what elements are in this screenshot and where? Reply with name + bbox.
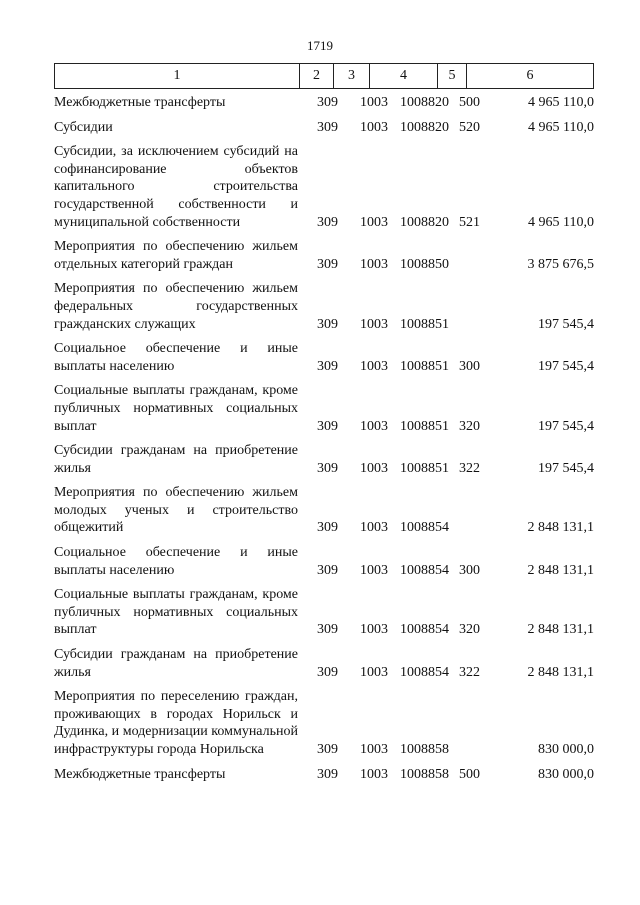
row-col2: 309: [317, 562, 338, 578]
row-name: Социальное обеспечение и иные выплаты населению: [54, 545, 298, 578]
row-col5: 320: [459, 418, 480, 434]
row-col3: 1003: [360, 460, 388, 476]
row-col4: 1008820: [400, 214, 449, 230]
row-col2: 309: [317, 358, 338, 374]
row-name: Мероприятия по обеспечению жильем молодых ученых и строительство общежитий: [54, 485, 298, 536]
table-row: [54, 586, 594, 639]
row-col3: 1003: [360, 766, 388, 782]
table-row: [54, 688, 594, 758]
row-col5: 322: [459, 664, 480, 680]
header-cell-1: 1: [55, 64, 300, 89]
row-col5: 520: [459, 119, 480, 135]
table-row: [54, 119, 594, 137]
row-col4: 1008858: [400, 766, 449, 782]
page-number: 1719: [307, 38, 333, 53]
row-col3: 1003: [360, 562, 388, 578]
row-col4: 1008850: [400, 256, 449, 272]
row-col4: 1008854: [400, 520, 449, 536]
header-cell-5: 5: [438, 64, 467, 89]
row-col6: 2 848 131,1: [527, 562, 594, 578]
row-name: Мероприятия по обеспечению жильем федеральных государственных гражданских служащих: [54, 281, 298, 332]
row-col5: 500: [459, 95, 480, 110]
table-row: [54, 94, 594, 112]
row-col3: 1003: [360, 742, 388, 757]
row-col3: 1003: [360, 664, 388, 680]
row-col6: 2 848 131,1: [527, 622, 594, 638]
row-col2: 309: [317, 766, 338, 782]
header-cell-4: 4: [370, 64, 438, 89]
row-col4: 1008854: [400, 664, 449, 680]
row-col3: 1003: [360, 256, 388, 272]
row-col5: 322: [459, 460, 480, 476]
row-col3: 1003: [360, 95, 388, 110]
row-name: Социальные выплаты гражданам, кроме публичных нормативных социальных выплат: [54, 383, 298, 434]
table-row: [54, 280, 594, 333]
row-name: Мероприятия по обеспечению жильем отдельных категорий граждан: [54, 239, 298, 272]
row-col2: 309: [317, 256, 338, 272]
row-col2: 309: [317, 622, 338, 638]
row-col4: 1008820: [400, 119, 449, 135]
row-col5: 500: [459, 766, 480, 782]
row-col2: 309: [317, 460, 338, 476]
row-col6: 197 545,4: [538, 460, 594, 476]
row-col3: 1003: [360, 520, 388, 536]
row-col2: 309: [317, 742, 338, 757]
row-col2: 309: [317, 119, 338, 135]
row-col5: 521: [459, 214, 480, 230]
row-col6: 197 545,4: [538, 418, 594, 434]
row-col6: 830 000,0: [538, 742, 594, 757]
row-col4: 1008854: [400, 622, 449, 638]
row-col2: 309: [317, 520, 338, 536]
table-row: [54, 382, 594, 435]
table-body: [54, 94, 594, 790]
table-row: [54, 442, 594, 477]
row-col2: 309: [317, 316, 338, 332]
table-row: [54, 143, 594, 231]
row-col6: 4 965 110,0: [528, 214, 594, 230]
row-col3: 1003: [360, 622, 388, 638]
row-col5: 300: [459, 358, 480, 374]
row-name: Мероприятия по переселению граждан, проживающих в городах Норильск и Дудинка, и модернизации коммунальной инфраструктуры города Норильска: [54, 689, 298, 757]
row-col6: 830 000,0: [538, 766, 594, 782]
row-col6: 4 965 110,0: [528, 119, 594, 135]
row-name: Межбюджетные трансферты: [54, 95, 226, 110]
row-col4: 1008851: [400, 358, 449, 374]
row-name: Субсидии: [54, 119, 113, 135]
table-row: [54, 646, 594, 681]
row-col3: 1003: [360, 418, 388, 434]
row-col4: 1008858: [400, 742, 449, 757]
row-name: Социальное обеспечение и иные выплаты населению: [54, 341, 298, 374]
header-cell-3: 3: [334, 64, 370, 89]
row-col4: 1008854: [400, 562, 449, 578]
row-col4: 1008851: [400, 316, 449, 332]
table-row: [54, 238, 594, 273]
header-cell-6: 6: [467, 64, 594, 89]
row-name: Субсидии, за исключением субсидий на софинансирование объектов капитального строительства государственной собственности и муниципальной собственности: [54, 144, 298, 230]
header-cell-2: 2: [300, 64, 334, 89]
row-name: Социальные выплаты гражданам, кроме публичных нормативных социальных выплат: [54, 587, 298, 638]
row-col6: 197 545,4: [538, 316, 594, 332]
table-header: [54, 63, 594, 89]
row-col4: 1008851: [400, 460, 449, 476]
row-name: Межбюджетные трансферты: [54, 766, 226, 782]
row-col3: 1003: [360, 214, 388, 230]
row-col3: 1003: [360, 119, 388, 135]
row-col6: 2 848 131,1: [527, 520, 594, 536]
table-row: [54, 766, 594, 784]
header-row: [55, 64, 594, 89]
row-col3: 1003: [360, 316, 388, 332]
row-col6: 4 965 110,0: [528, 95, 594, 110]
row-name: Субсидии гражданам на приобретение жилья: [54, 443, 298, 476]
row-col6: 2 848 131,1: [527, 664, 594, 680]
row-col4: 1008820: [400, 95, 449, 110]
row-col4: 1008851: [400, 418, 449, 434]
table-row: [54, 544, 594, 579]
row-col5: 320: [459, 622, 480, 638]
row-col5: 300: [459, 562, 480, 578]
row-col2: 309: [317, 664, 338, 680]
row-col2: 309: [317, 95, 338, 110]
row-col3: 1003: [360, 358, 388, 374]
row-col6: 3 875 676,5: [527, 256, 594, 272]
table-row: [54, 484, 594, 537]
table-row: [54, 340, 594, 375]
row-col2: 309: [317, 418, 338, 434]
row-name: Субсидии гражданам на приобретение жилья: [54, 647, 298, 680]
row-col6: 197 545,4: [538, 358, 594, 374]
row-col2: 309: [317, 214, 338, 230]
